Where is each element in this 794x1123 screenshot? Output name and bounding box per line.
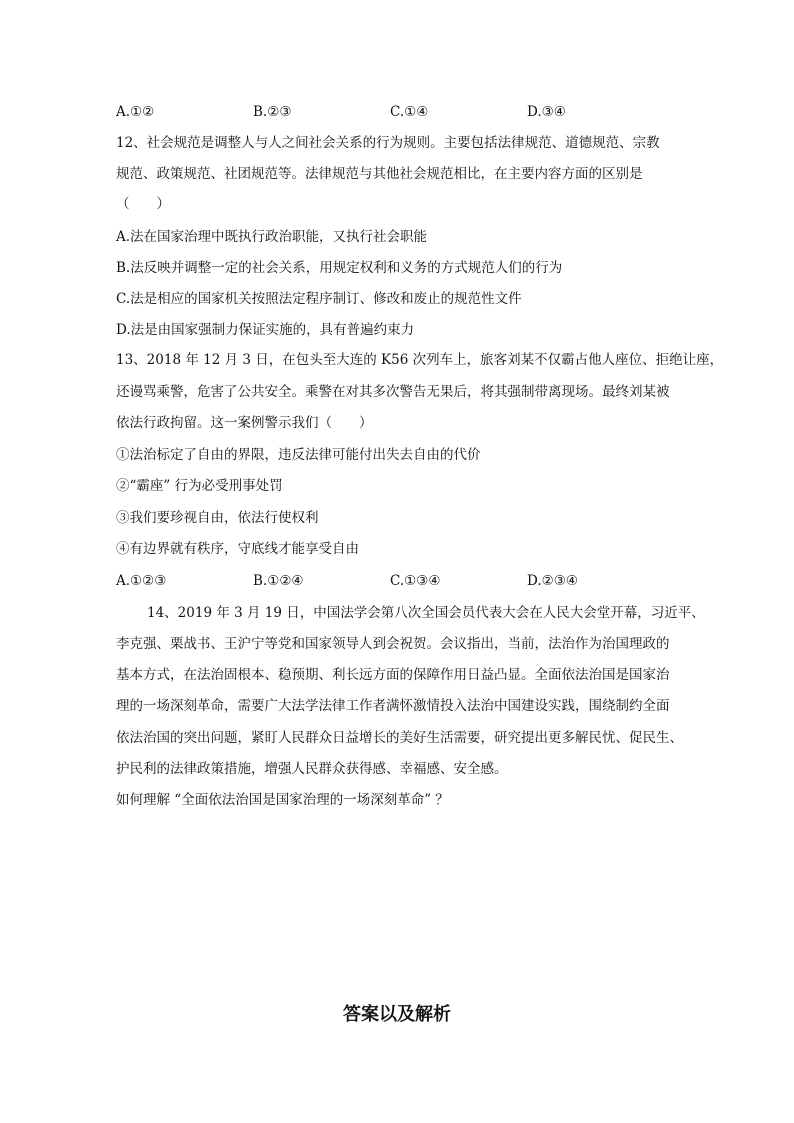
q11-option-d: D.③④	[527, 104, 566, 120]
q14-question: 如何理解 “全面依法治国是国家治理的一场深刻革命” ？	[116, 792, 449, 808]
q11-options	[116, 102, 676, 122]
q14-paragraph-line-2: 李克强、栗战书、王沪宁等党和国家领导人到会祝贺。会议指出，当前，法治作为治国理政的	[116, 636, 670, 652]
q13-option-b: B.①②④	[253, 573, 304, 589]
q14-paragraph-line-4: 理的一场深刻革命，需要广大法学法律工作者满怀激情投入法治中国建设实践，围绕制约全面	[116, 698, 670, 714]
q12-option-c: C.法是相应的国家机关按照法定程序制订、修改和废止的规范性文件	[116, 291, 522, 307]
answer-section-heading: 答案以及解析	[343, 1004, 451, 1025]
q12-stem-line-1: 12、社会规范是调整人与人之间社会关系的行为规则。主要包括法律规范、道德规范、宗教	[116, 135, 660, 151]
q11-option-c: C.①④	[390, 104, 429, 120]
q14-paragraph-line-5: 依法治国的突出问题，紧盯人民群众日益增长的美好生活需要，研究提出更多解民忧、促民生、	[116, 730, 683, 746]
q13-statement-2: ②“霸座” 行为必受刑事处罚	[116, 478, 283, 494]
q13-options	[116, 571, 676, 591]
q13-statement-4: ④有边界就有秩序，守底线才能享受自由	[116, 541, 359, 557]
q13-stem-line-3: 依法行政拘留。这一案例警示我们（ ）	[116, 415, 373, 431]
q11-option-b: B.②③	[253, 104, 292, 120]
q13-option-c: C.①③④	[390, 573, 441, 589]
q12-answer-bracket: （ ）	[116, 196, 170, 212]
q12-option-d: D.法是由国家强制力保证实施的，具有普遍约束力	[116, 322, 415, 338]
q13-stem-line-2: 还谩骂乘警，危害了公共安全。乘警在对其多次警告无果后，将其强制带离现场。最终刘某被	[116, 384, 670, 400]
q12-stem-line-2: 规范、政策规范、社团规范等。法律规范与其他社会规范相比，在主要内容方面的区别是	[116, 166, 643, 182]
q11-option-a: A.①②	[116, 104, 155, 120]
q13-stem-line-1: 13、2018 年 12 月 3 日，在包头至大连的 K56 次列车上，旅客刘某不仅霸占他人座位、拒绝让座，	[116, 352, 724, 368]
q12-option-b: B.法反映并调整一定的社会关系，用规定权利和义务的方式规范人们的行为	[116, 260, 563, 276]
q13-statement-3: ③我们要珍视自由，依法行使权利	[116, 510, 319, 526]
q12-option-a: A.法在国家治理中既执行政治职能，又执行社会职能	[116, 229, 428, 245]
q13-option-d: D.②③④	[527, 573, 578, 589]
q14-paragraph-line-1: 14、2019 年 3 月 19 日，中国法学会第八次全国会员代表大会在人民大会堂开幕，习近平、	[147, 605, 705, 621]
q13-statement-1: ①法治标定了自由的界限，违反法律可能付出失去自由的代价	[116, 447, 481, 463]
q13-option-a: A.①②③	[116, 573, 167, 589]
q14-paragraph-line-3: 基本方式，在法治固根本、稳预期、利长远方面的保障作用日益凸显。全面依法治国是国家治	[116, 667, 670, 683]
q14-paragraph-line-6: 护民利的法律政策措施，增强人民群众获得感、幸福感、安全感。	[116, 761, 508, 777]
